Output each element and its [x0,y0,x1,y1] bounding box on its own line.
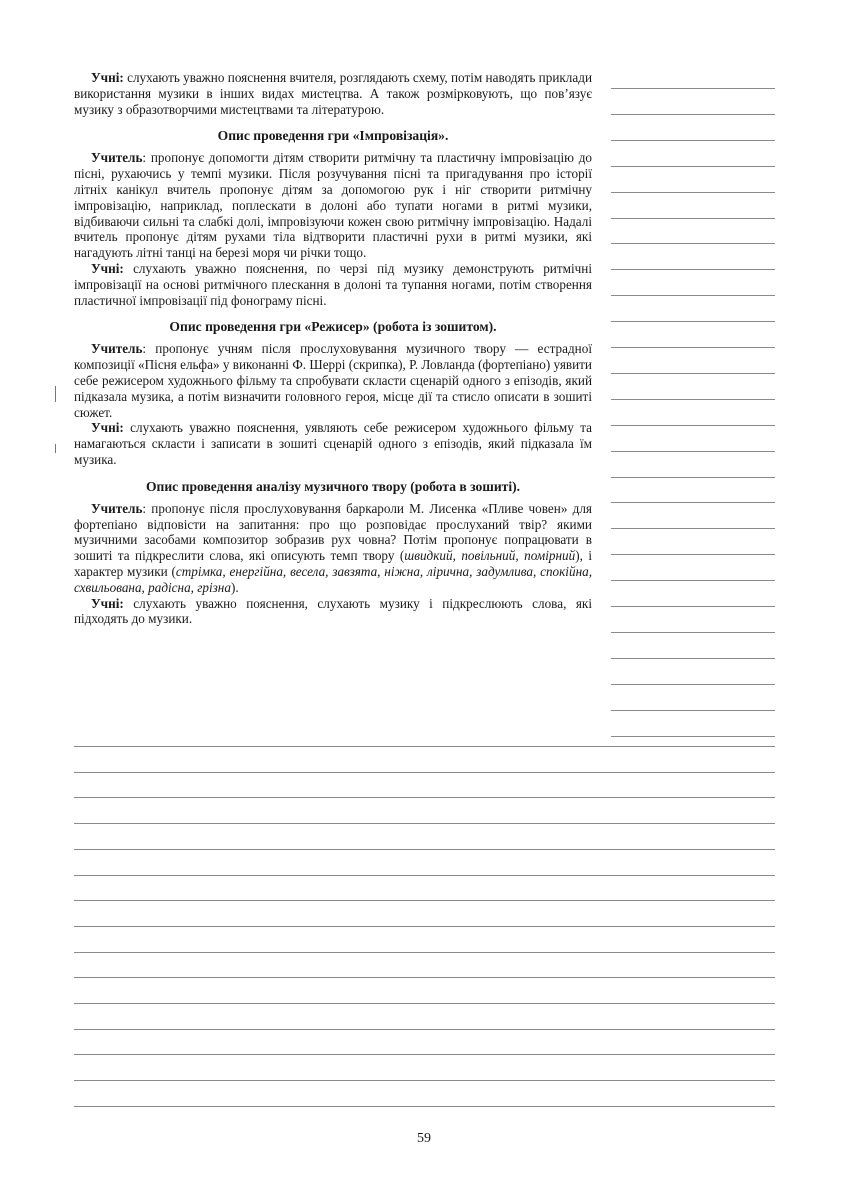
note-line [611,269,775,270]
note-line [74,1029,775,1030]
note-line [611,554,775,555]
note-line [611,580,775,581]
paragraph-students-1 [74,70,592,117]
role-label: Учитель [91,500,143,516]
note-line [74,1106,775,1107]
note-line [611,528,775,529]
paragraph-text: ). [230,579,239,595]
note-line [611,477,775,478]
paragraph-students-3 [74,420,592,467]
note-line [74,977,775,978]
note-line [611,88,775,89]
page-number: 59 [417,1131,431,1146]
role-label: Учитель [91,341,143,357]
note-line [74,772,775,773]
paragraph-text: слухають уважно пояснення, слухають музику і підкреслюють слова, які підходять до музики. [74,595,592,627]
margin-mark [55,386,56,402]
note-line [611,114,775,115]
note-line [611,632,775,633]
role-label: Учні: [91,420,124,436]
paragraph-text: слухають уважно пояснення, уявляють себе режисером художнього фільму та намагаються скласти і записати в зошиті сценарій одного з епізодів, який підказала їм музика. [74,420,592,467]
note-line [74,926,775,927]
paragraph-text: : пропонує допомогти дітям створити ритмічну та пластичну імпровізацію до пісні, рухаючись у темпі музики. Після розучування пісні та пригадування про історії літніх канікул вчитель пропонує дітям за допомогою рук і ніг створити ритмічну імпровізацію, наприклад, поплескати в долоні або тупати ногами в ритмі музики, відбиваючи сильні та слабкі долі, імпровізуючи кожен свою ритмічну імпровізацію. Надалі вчитель пропонує дітям рухами тіла відтворити пластичні рухи в ритмі музики, які нагадують літні танці на березі моря чи річки тощо. [74,150,592,261]
role-label: Учні: [91,260,124,276]
note-line [611,736,775,737]
margin-mark [55,444,56,453]
note-line [611,347,775,348]
note-line [74,875,775,876]
note-line [611,243,775,244]
paragraph-teacher-2 [74,341,592,420]
note-line [74,823,775,824]
character-words: стрімка, енергійна, весела, завзята, ніжна, лірична, задумлива, спокійна, схвильована, радісна, грізна [74,563,593,595]
paragraph-text: : пропонує учням після прослуховування музичного твору — естрадної композиції «Пісня ельфа» у виконанні Ф. Шеррі (скрипка), Р. Ловланда (фортепіано) уявити себе режисером художнього фільму та спробувати скласти сценарій одного з епізодів, який підказала музика, а потім визначити головного героя, місце дії та стисло описати в зошиті сюжет. [74,341,592,420]
paragraph-text: ), і характер музики ( [74,548,592,579]
heading-improvisation-game: Опис проведення гри «Імпровізація». [217,128,449,144]
note-line [611,218,775,219]
note-line [611,606,775,607]
note-line [611,425,775,426]
paragraph-text: слухають уважно пояснення вчителя, розглядають схему, потім наводять приклади використання музики в інших видах мистецтва. А також розмірковують, що пов’язує музику з образотворчими мистецтвами та літературою. [74,70,592,117]
note-line [611,321,775,322]
note-line [611,140,775,141]
heading-director-game: Опис проведення гри «Режисер» (робота із зошитом). [169,319,497,335]
note-line [74,849,775,850]
tempo-words: швидкий, повільний, помірний [404,548,576,564]
role-label: Учитель [91,150,143,166]
note-line [611,399,775,400]
note-line [74,797,775,798]
paragraph-text: слухають уважно пояснення, по черзі під музику демонструють ритмічні імпровізації на основі ритмічного плескання в долоні та тупання ногами, потім створення пластичної імпровізації під фонограму пісні. [74,260,592,308]
paragraph-teacher-1 [74,150,592,261]
note-line [611,192,775,193]
paragraph-teacher-3 [74,501,592,596]
paragraph-students-4 [74,596,592,628]
note-line [611,451,775,452]
heading-music-analysis: Опис проведення аналізу музичного твору (робота в зошиті). [145,478,521,494]
note-line [611,502,775,503]
note-line [74,746,775,747]
note-line [611,710,775,711]
note-line [611,373,775,374]
note-line [611,166,775,167]
note-line [611,295,775,296]
role-label: Учні: [91,595,124,611]
paragraph-students-2 [74,261,592,308]
role-label: Учні: [91,70,124,85]
note-line [74,952,775,953]
note-line [611,658,775,659]
note-line [74,1080,775,1081]
note-line [74,1003,775,1004]
note-line [611,684,775,685]
paragraph-text: : пропонує після прослуховування баркароли М. Лисенка «Пливе човен» для фортепіано відповісти на запитання: про що розповідає прослуханий твір? якими музичними засобами композитор зобразив рух човна? Потім пропонує попрацювати в зошиті та підкреслити слова, які описують темп твору ( [74,500,592,564]
text-column [74,70,592,627]
note-line [74,1054,775,1055]
note-line [74,900,775,901]
